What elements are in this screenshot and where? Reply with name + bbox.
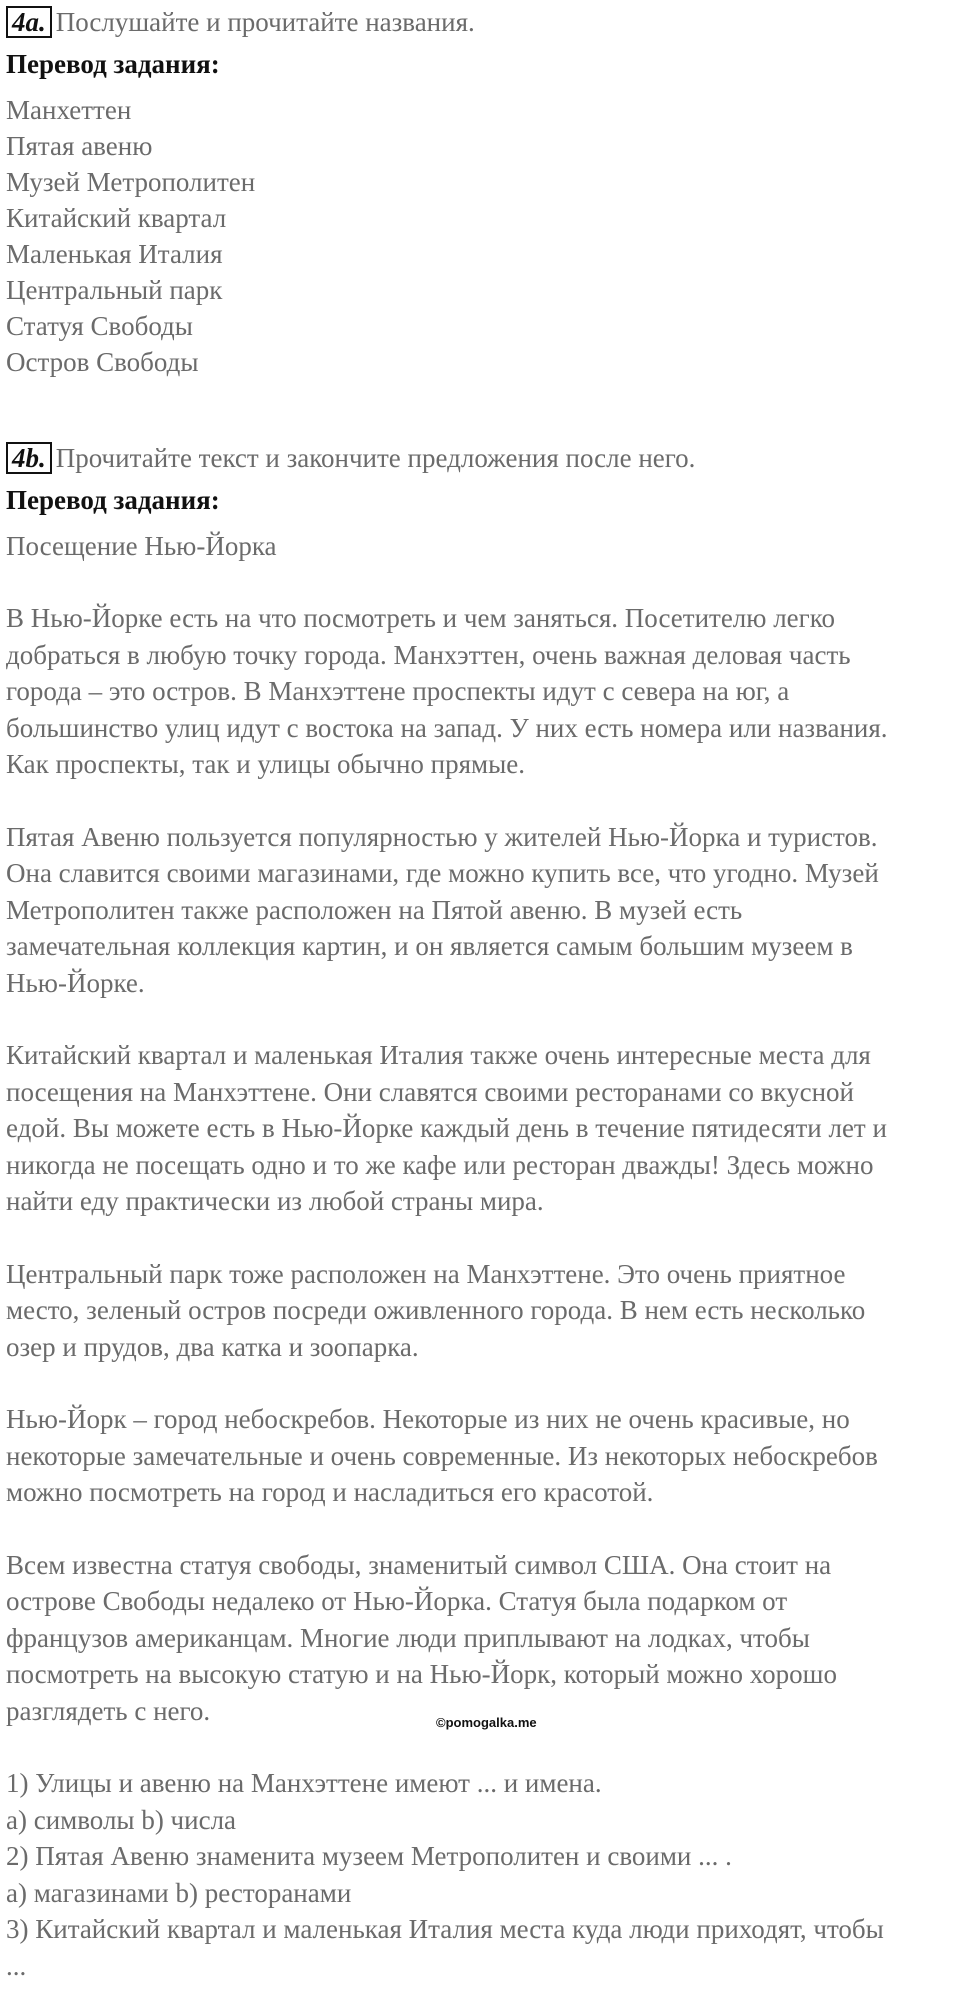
paragraph-line: никогда не посещать одно и то же кафе или ресторан дважды! Здесь можно <box>6 1149 874 1180</box>
paragraph-line: острове Свободы недалеко от Нью-Йорка. Статуя была подарком от <box>6 1586 788 1616</box>
list-item: Китайский квартал <box>6 203 227 233</box>
paragraph-5 <box>6 1401 954 1511</box>
question-line: 1) Улицы и авеню на Манхэттене имеют ... и имена. <box>6 1768 602 1798</box>
paragraph-line: Нью-Йорке. <box>6 967 145 998</box>
paragraph-line: замечательная коллекция картин, и он является самым большим музеем в <box>6 931 853 961</box>
question-line: 2) Пятая Авеню знаменита музеем Метрополитен и своими ... . <box>6 1841 732 1871</box>
list-item: Манхеттен <box>6 95 132 125</box>
paragraph-line: Как проспекты, так и улицы обычно прямые. <box>6 749 525 779</box>
paragraph-line: В Нью-Йорке есть на что посмотреть и чем заняться. Посетителю легко <box>6 603 835 633</box>
question-line: ... <box>6 1950 27 1981</box>
paragraph-line: едой. Вы можете есть в Нью-Йорке каждый день в течение пятидесяти лет и <box>6 1113 887 1143</box>
paragraph-1 <box>6 600 954 783</box>
paragraph-4 <box>6 1256 954 1366</box>
paragraph-line: найти еду практически из любой страны мира. <box>6 1186 544 1216</box>
paragraph-line: большинство улиц идут с востока на запад. У них есть номера или названия. <box>6 712 888 743</box>
question-line: a) магазинами b) ресторанами <box>6 1877 352 1908</box>
paragraph-3 <box>6 1037 954 1220</box>
paragraph-line: озер и прудов, два катка и зоопарка. <box>6 1331 419 1362</box>
paragraph-line: французов американцам. Многие люди приплывают на лодках, чтобы <box>6 1622 810 1653</box>
question-line: 3) Китайский квартал и маленькая Италия места куда люди приходят, чтобы <box>6 1914 884 1944</box>
task-4a-instruction: Послушайте и прочитайте названия. <box>55 7 475 37</box>
places-list <box>6 92 954 380</box>
task-4b-header <box>6 440 954 476</box>
questions-list <box>6 1765 954 1984</box>
watermark: ©pomogalka.me <box>436 1715 537 1730</box>
paragraph-6 <box>6 1547 954 1730</box>
paragraph-line: некоторые замечательные и очень современные. Из некоторых небоскребов <box>6 1440 878 1471</box>
text-title: Посещение Нью-Йорка <box>6 531 277 561</box>
paragraph-2 <box>6 819 954 1002</box>
question-line: a) символы b) числа <box>6 1804 237 1835</box>
list-item: Маленькая Италия <box>6 239 223 269</box>
paragraph-line: разглядеть с него. <box>6 1695 211 1726</box>
paragraph-line: Метрополитен также расположен на Пятой авеню. В музей есть <box>6 894 743 925</box>
task-4b-instruction: Прочитайте текст и закончите предложения после него. <box>55 443 696 473</box>
paragraph-line: место, зеленый остров посреди оживленного города. В нем есть несколько <box>6 1295 866 1325</box>
paragraph-line: Пятая Авеню пользуется популярностью у жителей Нью-Йорка и туристов. <box>6 821 878 852</box>
task-4a-header <box>6 4 954 40</box>
paragraph-line: посещения на Манхэттене. Они славятся своими ресторанами со вкусной <box>6 1076 854 1107</box>
task-4a-badge: 4a. <box>6 6 52 38</box>
paragraph-line: Китайский квартал и маленькая Италия также очень интересные места для <box>6 1040 871 1070</box>
translation-label-b: Перевод задания: <box>6 485 220 515</box>
paragraph-line: посмотреть на высокую статую и на Нью-Йорк, который можно хорошо <box>6 1659 837 1689</box>
list-item: Статуя Свободы <box>6 311 193 341</box>
paragraph-line: Она славится своими магазинами, где можно купить все, что угодно. Музей <box>6 858 879 888</box>
paragraph-line: Всем известна статуя свободы, знаменитый символ США. Она стоит на <box>6 1549 832 1580</box>
list-item: Остров Свободы <box>6 347 199 377</box>
list-item: Музей Метрополитен <box>6 167 256 197</box>
paragraph-line: добраться в любую точку города. Манхэттен, очень важная деловая часть <box>6 639 851 670</box>
list-item: Пятая авеню <box>6 131 153 161</box>
task-4b-badge: 4b. <box>6 442 52 474</box>
list-item: Центральный парк <box>6 275 223 305</box>
translation-label-a: Перевод задания: <box>6 49 220 79</box>
paragraph-line: города – это остров. В Манхэттене проспекты идут с севера на юг, а <box>6 676 790 706</box>
paragraph-line: Нью-Йорк – город небоскребов. Некоторые из них не очень красивые, но <box>6 1404 850 1434</box>
paragraph-line: Центральный парк тоже расположен на Манхэттене. Это очень приятное <box>6 1258 846 1289</box>
paragraph-line: можно посмотреть на город и насладиться его красотой. <box>6 1477 654 1507</box>
